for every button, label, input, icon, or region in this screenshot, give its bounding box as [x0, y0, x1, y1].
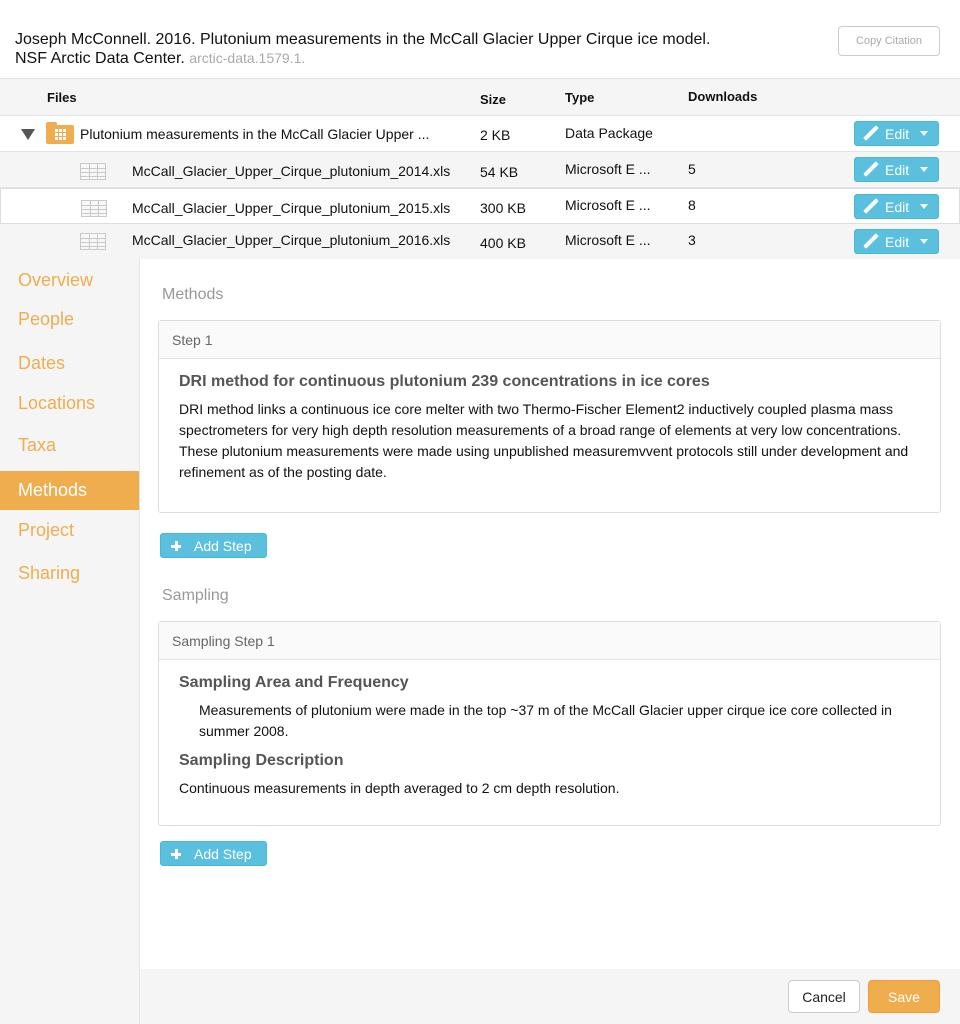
file-name[interactable]: McCall_Glacier_Upper_Cirque_plutonium_2014.xls [132, 163, 451, 179]
package-edit-button[interactable]: Edit [854, 121, 939, 146]
methods-step-panel [158, 320, 941, 513]
file-type: Microsoft E ... [565, 197, 651, 213]
sidebar-nav [0, 259, 140, 1024]
package-name[interactable]: Plutonium measurements in the McCall Glacier Upper ... [80, 126, 430, 142]
file-type: Microsoft E ... [565, 232, 651, 248]
sidebar-item-project[interactable]: Project [18, 520, 75, 540]
caret-down-icon [920, 167, 928, 172]
sidebar-item-taxa[interactable]: Taxa [18, 435, 57, 455]
footer-bar [140, 969, 960, 1024]
files-table-header [0, 79, 960, 116]
header-downloads: Downloads [688, 89, 758, 104]
methods-title: Methods [162, 286, 224, 303]
sidebar-item-locations[interactable]: Locations [18, 393, 96, 413]
sidebar-item-methods[interactable]: Methods [0, 471, 139, 510]
sampling-area-text: Measurements of plutonium were made in the top ~37 m of the McCall Glacier upper cirque ice core collected in summer 2008. [199, 702, 892, 739]
spreadsheet-icon [80, 163, 106, 180]
spreadsheet-icon [80, 233, 106, 250]
header-files: Files [47, 90, 77, 105]
citation-header [0, 0, 960, 79]
file-edit-button[interactable]: Edit [854, 157, 939, 182]
file-size: 300 KB [480, 200, 526, 216]
file-row[interactable] [0, 224, 960, 260]
file-row[interactable] [0, 188, 960, 224]
plus-icon [171, 541, 181, 551]
pencil-icon [862, 198, 879, 215]
sidebar-item-dates[interactable]: Dates [18, 353, 66, 373]
package-type: Data Package [565, 125, 653, 141]
file-row[interactable] [0, 152, 960, 188]
pencil-icon [862, 125, 879, 142]
sampling-add-step-button[interactable]: Add Step [160, 841, 267, 866]
package-row[interactable] [0, 116, 960, 152]
caret-down-icon [920, 131, 928, 136]
pencil-icon [862, 161, 879, 178]
header-size: Size [480, 92, 507, 107]
folder-icon [46, 122, 74, 144]
sampling-description-text: Continuous measurements in depth averaged to 2 cm depth resolution. [179, 780, 620, 796]
file-size: 400 KB [480, 235, 526, 251]
file-downloads: 3 [688, 232, 696, 248]
caret-down-icon [920, 239, 928, 244]
spreadsheet-icon [81, 200, 107, 217]
citation-line: Joseph McConnell. 2016. Plutonium measurements in the McCall Glacier Upper Cirque ice model. [15, 31, 711, 48]
methods-step-heading: DRI method for continuous plutonium 239 concentrations in ice cores [179, 373, 710, 390]
save-button[interactable]: Save [868, 980, 940, 1013]
citation-text [15, 31, 815, 68]
copy-citation-button[interactable]: Copy Citation [838, 26, 940, 56]
sampling-title: Sampling [162, 587, 229, 604]
file-downloads: 8 [688, 197, 696, 213]
file-type: Microsoft E ... [565, 161, 651, 177]
caret-down-icon [920, 204, 928, 209]
plus-icon [171, 849, 181, 859]
citation-identifier[interactable]: arctic-data.1579.1. [189, 50, 306, 66]
file-name[interactable]: McCall_Glacier_Upper_Cirque_plutonium_2015.xls [132, 200, 451, 216]
file-size: 54 KB [480, 164, 519, 180]
sampling-step-label: Sampling Step 1 [159, 622, 940, 660]
sampling-area-heading: Sampling Area and Frequency [179, 674, 409, 691]
file-edit-button[interactable]: Edit [854, 194, 939, 219]
sidebar-item-overview[interactable]: Overview [18, 270, 94, 290]
cancel-button[interactable]: Cancel [788, 980, 860, 1013]
main-content [140, 259, 960, 969]
citation-publisher: NSF Arctic Data Center. [15, 50, 185, 67]
methods-step-label: Step 1 [159, 321, 940, 359]
sampling-step-panel [158, 621, 941, 826]
sidebar-item-people[interactable]: People [18, 309, 75, 329]
methods-step-text: DRI method links a continuous ice core melter with two Thermo-Fischer Element2 inductively coupled plasma mass spectrometers for very high depth resolution measurements of a broad range of elements at very low concentrations. These plutonium measurements were made using unpublished measuremvvent protocols still under development and refinement as of the posting date. [179, 401, 909, 480]
pencil-icon [862, 233, 879, 250]
file-edit-button[interactable]: Edit [854, 229, 939, 254]
methods-add-step-button[interactable]: Add Step [160, 533, 267, 558]
header-type: Type [565, 90, 595, 105]
collapse-triangle-icon[interactable] [21, 129, 35, 140]
sampling-description-heading: Sampling Description [179, 752, 344, 769]
file-downloads: 5 [688, 161, 696, 177]
file-name[interactable]: McCall_Glacier_Upper_Cirque_plutonium_2016.xls [132, 232, 451, 248]
sidebar-item-sharing[interactable]: Sharing [18, 563, 81, 583]
package-size: 2 KB [480, 127, 511, 143]
files-table [0, 79, 960, 260]
